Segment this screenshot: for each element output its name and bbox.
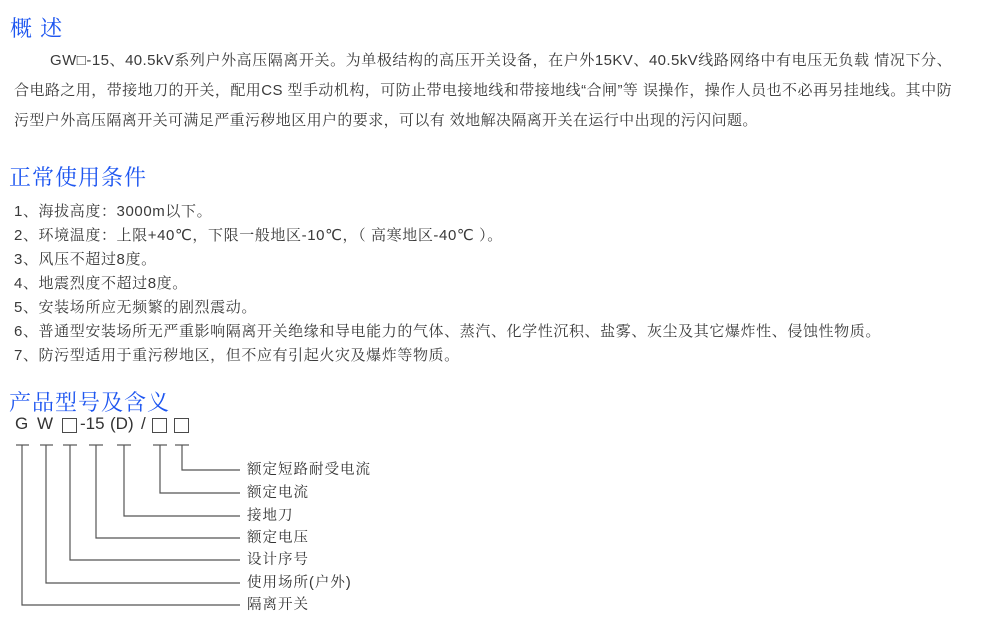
model-code-box-current <box>152 418 167 433</box>
diagram-label-rated-current: 额定电流 <box>247 485 309 501</box>
overview-paragraph: GW□-15、40.5kV系列户外高压隔离开关。为单极结构的高压开关设备，在户外15KV、40.5kV线路网络中有电压无负载 情况下分、合电路之用，带接地刀的开关，配用CS 型手动机构，可防止带电接地线和带接地线“合闸”等 误操作，操作人员也不必再另挂地线。其中防污型户外高压隔离开关可满足严重污秽地区用户的要求，可以有 效地解决隔离开关在运行中出现的污闪问题。 <box>14 52 952 129</box>
conditions-list <box>14 200 974 368</box>
condition-item-7: 7、防污型适用于重污秽地区，但不应有引起火灾及爆炸等物质。 <box>14 347 460 364</box>
diagram-label-earthing-knife: 接地刀 <box>247 508 294 524</box>
condition-item-5: 5、安装场所应无频繁的剧烈震动。 <box>14 299 257 316</box>
diagram-label-disconnect-switch: 隔离开关 <box>247 597 309 613</box>
condition-item-4: 4、地震烈度不超过8度。 <box>14 275 188 292</box>
diagram-label-design-serial: 设计序号 <box>247 552 309 568</box>
section-title-model-designation: 产品型号及含义 <box>9 390 171 415</box>
condition-item-2: 2、环境温度：上限+40℃，下限一般地区-10℃，（ 高寒地区-40℃ ）。 <box>14 227 503 244</box>
diagram-label-usage-location: 使用场所(户外) <box>247 575 352 591</box>
diagram-label-rated-short-circuit-current: 额定短路耐受电流 <box>247 462 371 478</box>
model-code <box>0 414 260 442</box>
diagram-label-rated-voltage: 额定电压 <box>247 530 309 546</box>
model-code-letter-g: G <box>15 414 29 433</box>
section-title-overview: 概 述 <box>10 16 64 41</box>
model-code-box-design <box>62 418 77 433</box>
section-title-conditions: 正常使用条件 <box>9 165 148 190</box>
condition-item-6: 6、普通型安装场所无严重影响隔离开关绝缘和导电能力的气体、蒸汽、化学性沉积、盐雾、灰尘及其它爆炸性、侵蚀性物质。 <box>14 323 881 340</box>
model-code-slash: / <box>141 414 146 433</box>
condition-item-1: 1、海拔高度：3000m以下。 <box>14 203 213 220</box>
condition-item-3: 3、风压不超过8度。 <box>14 251 157 268</box>
model-code-letter-w: W <box>37 414 54 433</box>
model-code-box-short-circuit <box>174 418 189 433</box>
model-code-d: (D) <box>110 414 134 433</box>
model-code-voltage: -15 <box>80 414 105 433</box>
